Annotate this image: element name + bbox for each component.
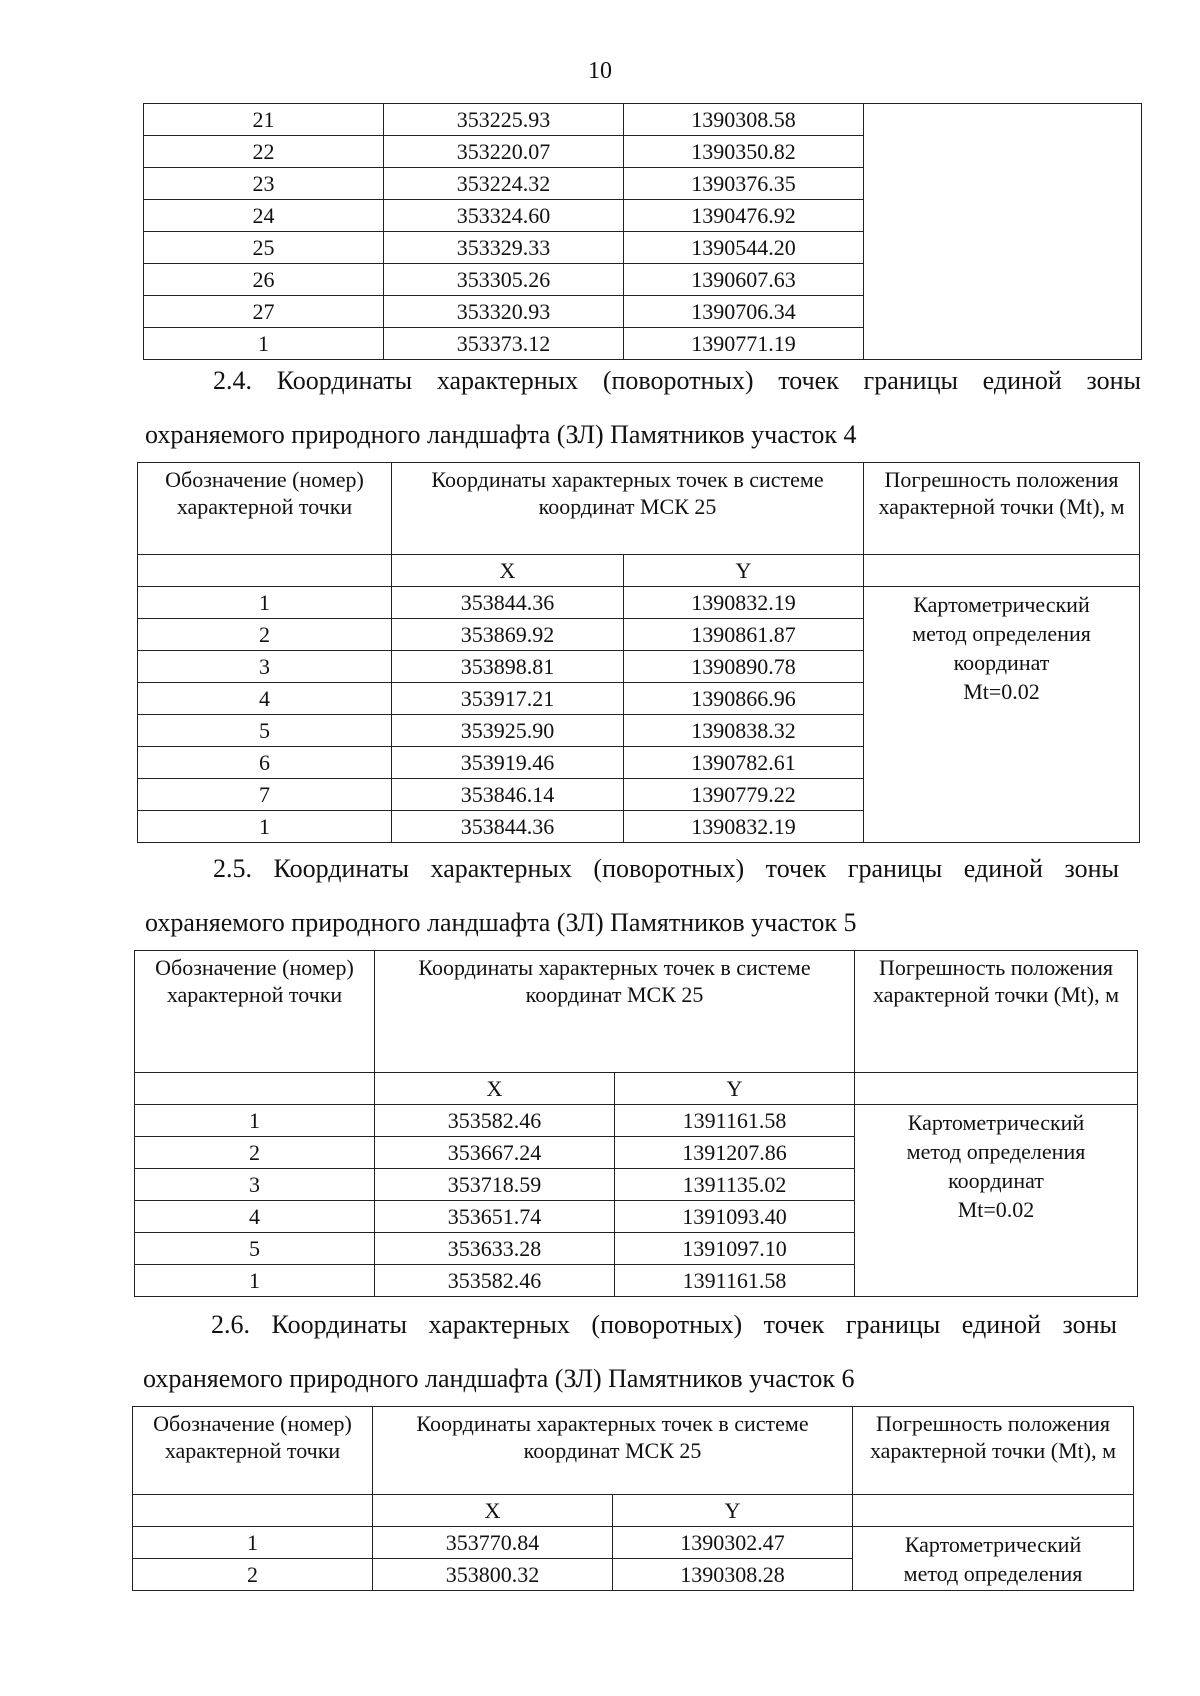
accuracy-header: Погрешность положения характерной точки (Mt), м	[853, 1407, 1134, 1495]
y-coordinate: 1390350.82	[624, 136, 864, 168]
axis-header-row	[138, 555, 1140, 587]
x-coordinate: 353582.46	[375, 1105, 615, 1137]
note-line: Картометрический	[907, 1110, 1085, 1135]
coordinates-table-continued	[143, 103, 1142, 360]
x-coordinate: 353925.90	[392, 715, 624, 747]
coordinates-header: Координаты характерных точек в системе координат МСК 25	[375, 951, 855, 1073]
point-number: 1	[138, 811, 392, 843]
point-number: 2	[135, 1137, 375, 1169]
point-number: 1	[133, 1527, 373, 1559]
coordinates-table-section-5	[134, 950, 1138, 1297]
y-axis-label: Y	[613, 1495, 853, 1527]
section-4-heading	[145, 366, 1141, 450]
y-coordinate: 1390308.58	[624, 104, 864, 136]
empty-cell	[133, 1495, 373, 1527]
section-6-heading-line2: охраняемого природного ландшафта (ЗЛ) Памятников участок 6	[143, 1364, 855, 1393]
point-number: 1	[135, 1265, 375, 1297]
accuracy-header: Погрешность положения характерной точки (Mt), м	[855, 951, 1138, 1073]
y-coordinate: 1391135.02	[615, 1169, 855, 1201]
empty-cell	[855, 1073, 1138, 1105]
y-coordinate: 1390782.61	[624, 747, 864, 779]
table-row	[144, 104, 1142, 136]
y-coordinate: 1391161.58	[615, 1265, 855, 1297]
note-line: Картометрический	[913, 592, 1090, 617]
section-6-heading-line1: 2.6. Координаты характерных (поворотных) точек границы единой зоны	[211, 1310, 1117, 1339]
x-coordinate: 353329.33	[384, 232, 624, 264]
x-coordinate: 353919.46	[392, 747, 624, 779]
section-5-heading	[145, 854, 1119, 938]
y-coordinate: 1390376.35	[624, 168, 864, 200]
y-coordinate: 1391161.58	[615, 1105, 855, 1137]
y-coordinate: 1390890.78	[624, 651, 864, 683]
table-header-row	[135, 951, 1138, 1073]
point-number: 5	[138, 715, 392, 747]
point-number: 22	[144, 136, 384, 168]
x-coordinate: 353225.93	[384, 104, 624, 136]
section-6-heading	[143, 1310, 1117, 1394]
point-number: 7	[138, 779, 392, 811]
x-coordinate: 353224.32	[384, 168, 624, 200]
section-5-heading-line1: 2.5. Координаты характерных (поворотных) точек границы единой зоны	[213, 854, 1119, 883]
point-number: 1	[144, 328, 384, 360]
x-axis-label: X	[392, 555, 624, 587]
y-axis-label: Y	[624, 555, 864, 587]
x-coordinate: 353651.74	[375, 1201, 615, 1233]
coordinates-table-section-4	[137, 462, 1140, 843]
axis-header-row	[133, 1495, 1134, 1527]
y-coordinate: 1390779.22	[624, 779, 864, 811]
point-number: 1	[135, 1105, 375, 1137]
point-number: 1	[138, 587, 392, 619]
table-header-row	[138, 463, 1140, 555]
x-coordinate: 353917.21	[392, 683, 624, 715]
accuracy-method-note	[853, 1527, 1134, 1591]
y-axis-label: Y	[615, 1073, 855, 1105]
point-number: 2	[138, 619, 392, 651]
y-coordinate: 1391093.40	[615, 1201, 855, 1233]
x-coordinate: 353844.36	[392, 587, 624, 619]
accuracy-header: Погрешность положения характерной точки (Mt), м	[864, 463, 1140, 555]
x-axis-label: X	[375, 1073, 615, 1105]
y-coordinate: 1390771.19	[624, 328, 864, 360]
table-row	[135, 1105, 1138, 1137]
x-coordinate: 353770.84	[373, 1527, 613, 1559]
point-number: 2	[133, 1559, 373, 1591]
x-coordinate: 353373.12	[384, 328, 624, 360]
table-row	[133, 1527, 1134, 1559]
y-coordinate: 1390832.19	[624, 587, 864, 619]
page-number: 10	[588, 58, 612, 84]
x-coordinate: 353667.24	[375, 1137, 615, 1169]
point-number-header: Обозначение (номер) характерной точки	[133, 1407, 373, 1495]
point-number-header: Обозначение (номер) характерной точки	[138, 463, 392, 555]
point-number: 3	[138, 651, 392, 683]
note-line: Mt=0.02	[963, 679, 1040, 704]
y-coordinate: 1390706.34	[624, 296, 864, 328]
point-number: 21	[144, 104, 384, 136]
empty-cell	[138, 555, 392, 587]
x-coordinate: 353898.81	[392, 651, 624, 683]
empty-cell	[864, 555, 1140, 587]
note-line: Mt=0.02	[957, 1197, 1035, 1222]
point-number: 27	[144, 296, 384, 328]
point-number: 4	[138, 683, 392, 715]
x-coordinate: 353305.26	[384, 264, 624, 296]
note-line: метод определения	[912, 621, 1091, 646]
accuracy-method-note	[855, 1105, 1138, 1297]
x-coordinate: 353220.07	[384, 136, 624, 168]
y-coordinate: 1390607.63	[624, 264, 864, 296]
y-coordinate: 1391207.86	[615, 1137, 855, 1169]
x-coordinate: 353844.36	[392, 811, 624, 843]
point-number: 6	[138, 747, 392, 779]
y-coordinate: 1390861.87	[624, 619, 864, 651]
y-coordinate: 1390308.28	[613, 1559, 853, 1591]
note-line: координат	[953, 650, 1050, 675]
table-header-row	[133, 1407, 1134, 1495]
section-4-heading-line1: 2.4. Координаты характерных (поворотных) точек границы единой зоны	[213, 366, 1141, 395]
point-number-header: Обозначение (номер) характерной точки	[135, 951, 375, 1073]
y-coordinate: 1390866.96	[624, 683, 864, 715]
x-coordinate: 353869.92	[392, 619, 624, 651]
note-line: Картометрический	[904, 1532, 1082, 1557]
empty-cell	[853, 1495, 1134, 1527]
point-number: 4	[135, 1201, 375, 1233]
accuracy-cell	[864, 104, 1142, 360]
point-number: 23	[144, 168, 384, 200]
y-coordinate: 1390832.19	[624, 811, 864, 843]
x-coordinate: 353800.32	[373, 1559, 613, 1591]
x-coordinate: 353846.14	[392, 779, 624, 811]
point-number: 25	[144, 232, 384, 264]
x-coordinate: 353320.93	[384, 296, 624, 328]
note-line: метод определения	[903, 1561, 1083, 1586]
coordinates-header: Координаты характерных точек в системе координат МСК 25	[373, 1407, 853, 1495]
y-coordinate: 1391097.10	[615, 1233, 855, 1265]
y-coordinate: 1390476.92	[624, 200, 864, 232]
coordinates-table-section-6	[132, 1406, 1134, 1591]
y-coordinate: 1390838.32	[624, 715, 864, 747]
x-coordinate: 353633.28	[375, 1233, 615, 1265]
y-coordinate: 1390544.20	[624, 232, 864, 264]
section-4-heading-line2: охраняемого природного ландшафта (ЗЛ) Памятников участок 4	[145, 420, 857, 449]
note-line: метод определения	[906, 1139, 1086, 1164]
coordinates-header: Координаты характерных точек в системе координат МСК 25	[392, 463, 864, 555]
table-row	[138, 587, 1140, 619]
section-5-heading-line2: охраняемого природного ландшафта (ЗЛ) Памятников участок 5	[145, 908, 857, 937]
empty-cell	[135, 1073, 375, 1105]
x-axis-label: X	[373, 1495, 613, 1527]
point-number: 26	[144, 264, 384, 296]
x-coordinate: 353718.59	[375, 1169, 615, 1201]
y-coordinate: 1390302.47	[613, 1527, 853, 1559]
point-number: 3	[135, 1169, 375, 1201]
axis-header-row	[135, 1073, 1138, 1105]
x-coordinate: 353582.46	[375, 1265, 615, 1297]
point-number: 5	[135, 1233, 375, 1265]
note-line: координат	[948, 1168, 1044, 1193]
x-coordinate: 353324.60	[384, 200, 624, 232]
accuracy-method-note	[864, 587, 1140, 843]
point-number: 24	[144, 200, 384, 232]
